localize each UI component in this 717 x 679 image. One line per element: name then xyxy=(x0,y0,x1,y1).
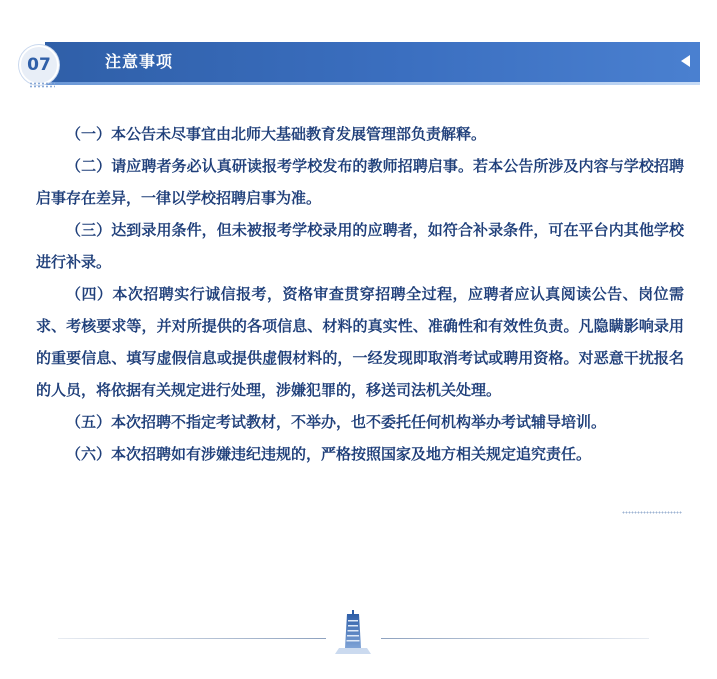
section-title: 注意事项 xyxy=(105,52,174,71)
section-header xyxy=(19,42,700,82)
notice-paragraph-3: （三）达到录用条件，但未被报考学校录用的应聘者，如符合补录条件，可在平台内其他学校进行补录。 xyxy=(36,221,684,271)
footer-divider-right xyxy=(381,638,649,639)
decorative-dot-grid xyxy=(29,82,55,88)
footer-divider-left xyxy=(58,638,326,639)
notice-paragraph-5: （五）本次招聘不指定考试教材，不举办，也不委托任何机构举办考试辅导培训。 xyxy=(66,413,607,431)
triangle-left-icon xyxy=(681,55,690,67)
notice-content xyxy=(36,118,684,470)
building-icon xyxy=(333,608,373,658)
decorative-end-dots xyxy=(622,511,682,514)
notice-paragraph-2: （二）请应聘者务必认真研读报考学校发布的教师招聘启事。若本公告所涉及内容与学校招聘启事存在差异，一律以学校招聘启事为准。 xyxy=(36,157,684,207)
section-header-bar xyxy=(45,42,700,82)
notice-paragraph-4: （四）本次招聘实行诚信报考，资格审查贯穿招聘全过程，应聘者应认真阅读公告、岗位需求、考核要求等，并对所提供的各项信息、材料的真实性、准确性和有效性负责。凡隐瞒影响录用的重要信息、填写虚假信息或提供虚假材料的，一经发现即取消考试或聘用资格。对恶意干扰报名的人员，将依据有关规定进行处理，涉嫌犯罪的，移送司法机关处理。 xyxy=(36,285,684,399)
notice-paragraph-6: （六）本次招聘如有涉嫌违纪违规的，严格按照国家及地方相关规定追究责任。 xyxy=(66,445,592,463)
section-number-badge: 07 xyxy=(19,45,59,85)
notice-paragraph-1: （一）本公告未尽事宜由北师大基础教育发展管理部负责解释。 xyxy=(66,125,487,143)
